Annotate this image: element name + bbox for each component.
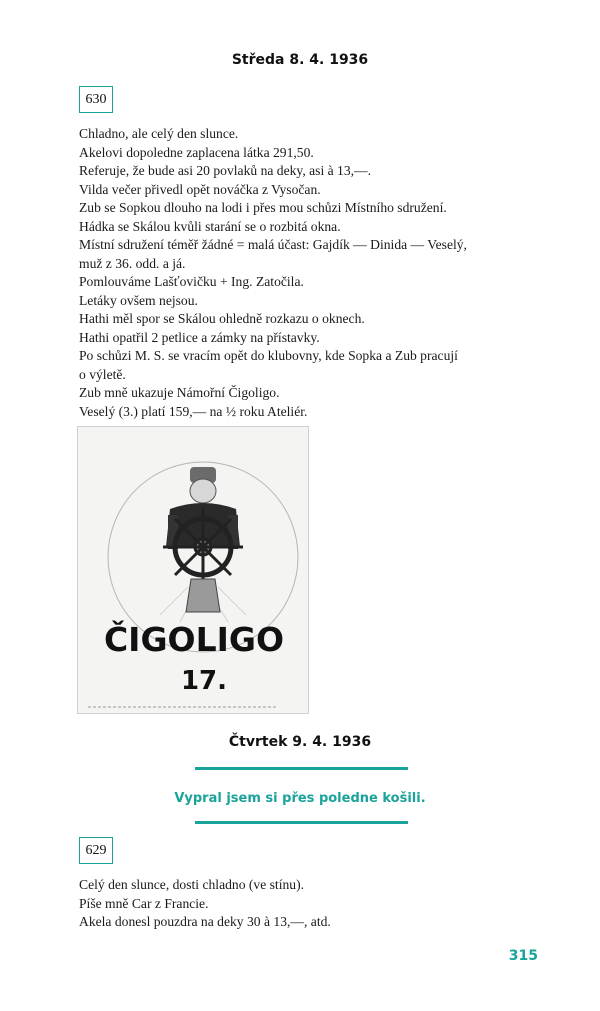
- entry-text-2: [79, 876, 529, 932]
- entry-text-1: [79, 125, 529, 421]
- entry-line: Akelovi dopoledne zaplacena látka 291,50.: [79, 144, 314, 160]
- cover-issue-number: 17.: [180, 666, 228, 696]
- entry-line: Zub mně ukazuje Námořní Čigoligo.: [79, 385, 280, 400]
- entry-line: Pomlouváme Lašťovičku + Ing. Zatočila.: [79, 274, 304, 289]
- entry-line: Místní sdružení téměř žádné = malá účast: Gajdík — Dinida — Veselý,: [79, 237, 467, 252]
- entry-line: Hathi opatřil 2 petlice a zámky na přístavky.: [79, 329, 320, 345]
- entry-line: Hádka se Skálou kvůli starání se o rozbitá okna.: [79, 218, 341, 234]
- entry-line: Zub se Sopkou dlouho na lodi i přes mou schůzi Místního sdružení.: [79, 200, 447, 215]
- magazine-cover-illustration: [77, 426, 309, 714]
- entry-line: Chladno, ale celý den slunce.: [79, 126, 239, 141]
- day-heading-2: Čtvrtek 9. 4. 1936: [228, 734, 372, 750]
- sailor-wheel-drawing: [78, 427, 309, 714]
- cover-title: ČIGOLIGO: [103, 620, 285, 659]
- highlight-note: Vypral jsem si přes poledne košili.: [174, 791, 426, 806]
- day-heading-1: Středa 8. 4. 1936: [231, 52, 369, 68]
- page-number: 315: [508, 948, 538, 964]
- entry-line: Po schůzi M. S. se vracím opět do klubovny, kde Sopka a Zub pracují: [79, 348, 458, 363]
- entry-line: Akela donesl pouzdra na deky 30 à 13,—, atd.: [79, 914, 331, 929]
- entry-line: o výletě.: [79, 366, 126, 382]
- entry-number-box-2: 629: [79, 837, 113, 864]
- divider: [195, 767, 408, 770]
- entry-line: Referuje, že bude asi 20 povlaků na deky, asi à 13,—.: [79, 163, 372, 178]
- entry-line: Vilda večer přivedl opět nováčka z Vysočan.: [79, 181, 321, 197]
- entry-number-box-1: 630: [79, 86, 113, 113]
- entry-line: Letáky ovšem nejsou.: [79, 292, 198, 308]
- entry-line: Píše mně Car z Francie.: [79, 895, 209, 911]
- divider: [195, 821, 408, 824]
- entry-line: Veselý (3.) platí 159,— na ½ roku Ateliér.: [79, 403, 308, 419]
- entry-line: Hathi měl spor se Skálou ohledně rozkazu o oknech.: [79, 311, 365, 326]
- entry-line: muž z 36. odd. a já.: [79, 255, 186, 271]
- entry-line: Celý den slunce, dosti chladno (ve stínu).: [79, 877, 305, 892]
